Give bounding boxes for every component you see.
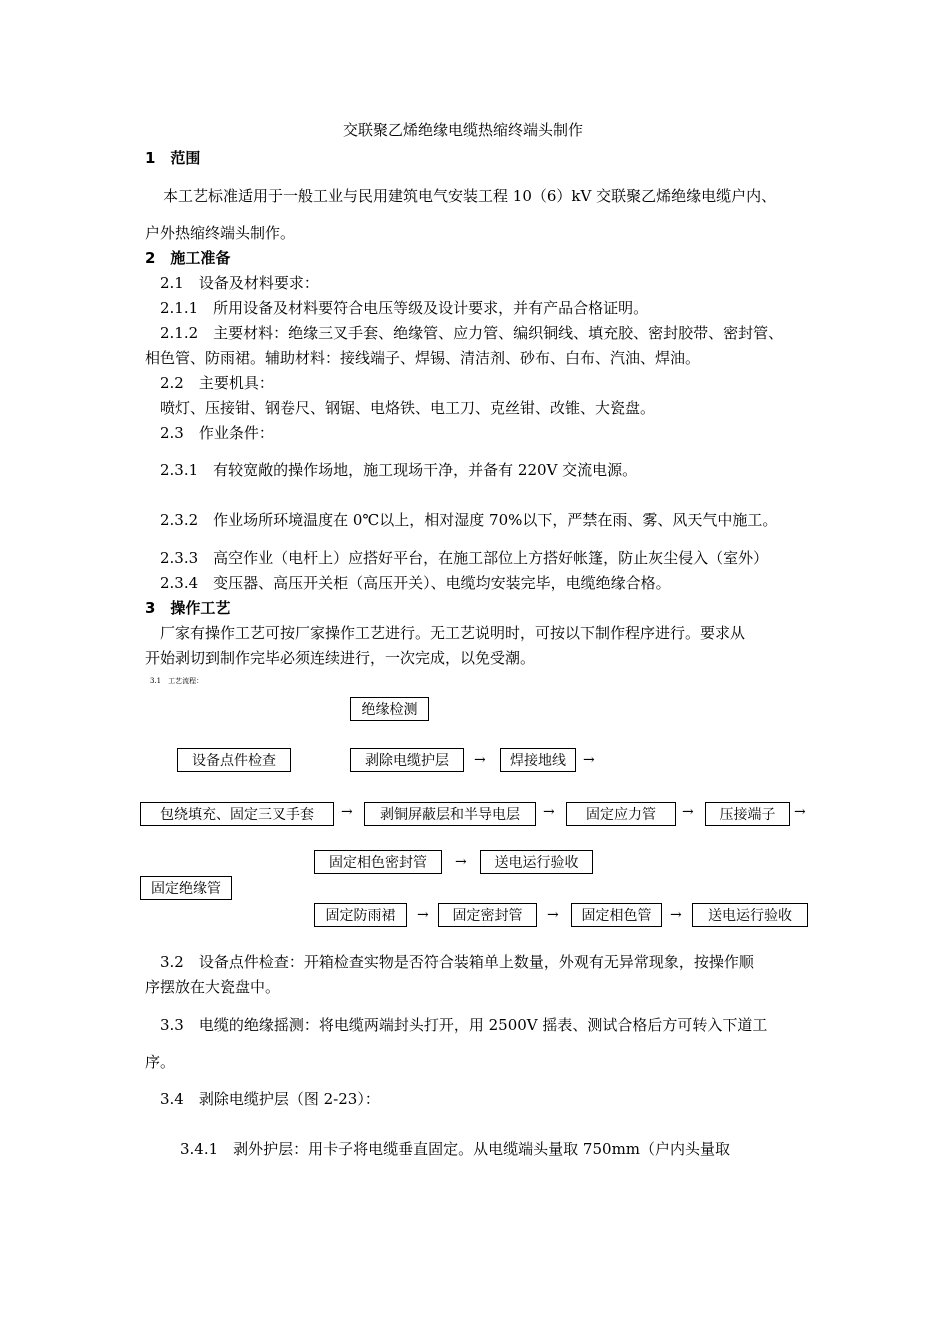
paragraph-line: 2.1 设备及材料要求：: [160, 274, 319, 292]
paragraph-line: 厂家有操作工艺可按厂家操作工艺进行。无工艺说明时，可按以下制作程序进行。要求从: [160, 624, 746, 642]
paragraph-line: 2.3 作业条件：: [160, 424, 274, 442]
paragraph-line: 3.4.1 剥外护层：用卡子将电缆垂直固定。从电缆端头量取 750mm（户内头量取: [180, 1140, 731, 1158]
paragraph-line: 2.1.1 所用设备及材料要符合电压等级及设计要求，并有产品合格证明。: [160, 299, 649, 317]
flow-arrow: →: [794, 804, 806, 820]
section-1-heading: 1 范围: [145, 149, 201, 167]
flow-box-insulation-test: 绝缘检测: [350, 697, 429, 721]
paragraph-line: 2.2 主要机具：: [160, 374, 274, 392]
flow-box-wrap-fill: 包绕填充、固定三叉手套: [140, 802, 334, 826]
flow-box-crimp-terminal: 压接端子: [705, 802, 790, 826]
flow-box-fix-rain: 固定防雨裙: [314, 903, 407, 927]
paragraph-line: 户外热缩终端头制作。: [145, 224, 296, 242]
paragraph-line: 3.3 电缆的绝缘摇测：将电缆两端封头打开，用 2500V 摇表、测试合格后方可转入下道工: [160, 1016, 768, 1034]
flow-arrow: →: [455, 854, 467, 870]
paragraph-line: 本工艺标准适用于一般工业与民用建筑电气安装工程 10（6）kV 交联聚乙烯绝缘电缆户内、: [163, 187, 777, 205]
paragraph-line: 2.1.2 主要材料：绝缘三叉手套、绝缘管、应力管、编织铜线、填充胶、密封胶带、密封管、: [160, 324, 784, 342]
paragraph-line: 喷灯、压接钳、钢卷尺、钢锯、电烙铁、电工刀、克丝钳、改锥、大瓷盘。: [160, 399, 656, 417]
flow-box-strip-copper: 剥铜屏蔽层和半导电层: [364, 802, 536, 826]
flow-box-fix-insulation: 固定绝缘管: [140, 876, 232, 900]
flow-arrow: →: [341, 804, 353, 820]
flow-arrow: →: [583, 752, 595, 768]
flow-box-fix-phase-seal: 固定相色密封管: [314, 850, 442, 874]
flow-box-fix-phase: 固定相色管: [571, 903, 662, 927]
section-2-heading: 2 施工准备: [145, 249, 231, 267]
flow-box-strip-sheath: 剥除电缆护层: [350, 748, 464, 772]
flow-arrow: →: [417, 907, 429, 923]
flow-arrow: →: [682, 804, 694, 820]
paragraph-line: 3.4 剥除电缆护层（图 2-23）：: [160, 1090, 380, 1108]
flow-box-power-accept-1: 送电运行验收: [480, 850, 593, 874]
paragraph-line: 2.3.2 作业场所环境温度在 0℃以上，相对湿度 70%以下，严禁在雨、雾、风天气中施工。: [160, 511, 778, 529]
paragraph-line: 相色管、防雨裙。辅助材料：接线端子、焊锡、清洁剂、砂布、白布、汽油、焊油。: [145, 349, 701, 367]
flow-arrow: →: [547, 907, 559, 923]
section-3-heading: 3 操作工艺: [145, 599, 231, 617]
paragraph-line: 开始剥切到制作完毕必须连续进行，一次完成，以免受潮。: [145, 649, 536, 667]
flow-box-fix-seal: 固定密封管: [438, 903, 537, 927]
flow-arrow: →: [474, 752, 486, 768]
flow-box-equipment-check: 设备点件检查: [177, 748, 291, 772]
paragraph-line: 2.3.4 变压器、高压开关柜（高压开关）、电缆均安装完毕，电缆绝缘合格。: [160, 574, 671, 592]
paragraph-line: 3.2 设备点件检查：开箱检查实物是否符合装箱单上数量，外观有无异常现象，按操作顺: [160, 953, 754, 971]
document-title: 交联聚乙烯绝缘电缆热缩终端头制作: [343, 121, 584, 139]
flow-box-fix-stress: 固定应力管: [566, 802, 676, 826]
flow-box-power-accept-2: 送电运行验收: [692, 903, 808, 927]
paragraph-line: 序摆放在大瓷盘中。: [145, 978, 281, 996]
paragraph-line: 2.3.1 有较宽敞的操作场地，施工现场干净，并备有 220V 交流电源。: [160, 461, 638, 479]
paragraph-line: 序。: [145, 1053, 176, 1071]
flow-box-weld-ground: 焊接地线: [500, 748, 576, 772]
flow-caption: 3.1 工艺流程：: [150, 677, 204, 685]
flow-arrow: →: [670, 907, 682, 923]
flow-arrow: →: [543, 804, 555, 820]
paragraph-line: 2.3.3 高空作业（电杆上）应搭好平台，在施工部位上方搭好帐篷，防止灰尘侵入（室外）: [160, 549, 769, 567]
